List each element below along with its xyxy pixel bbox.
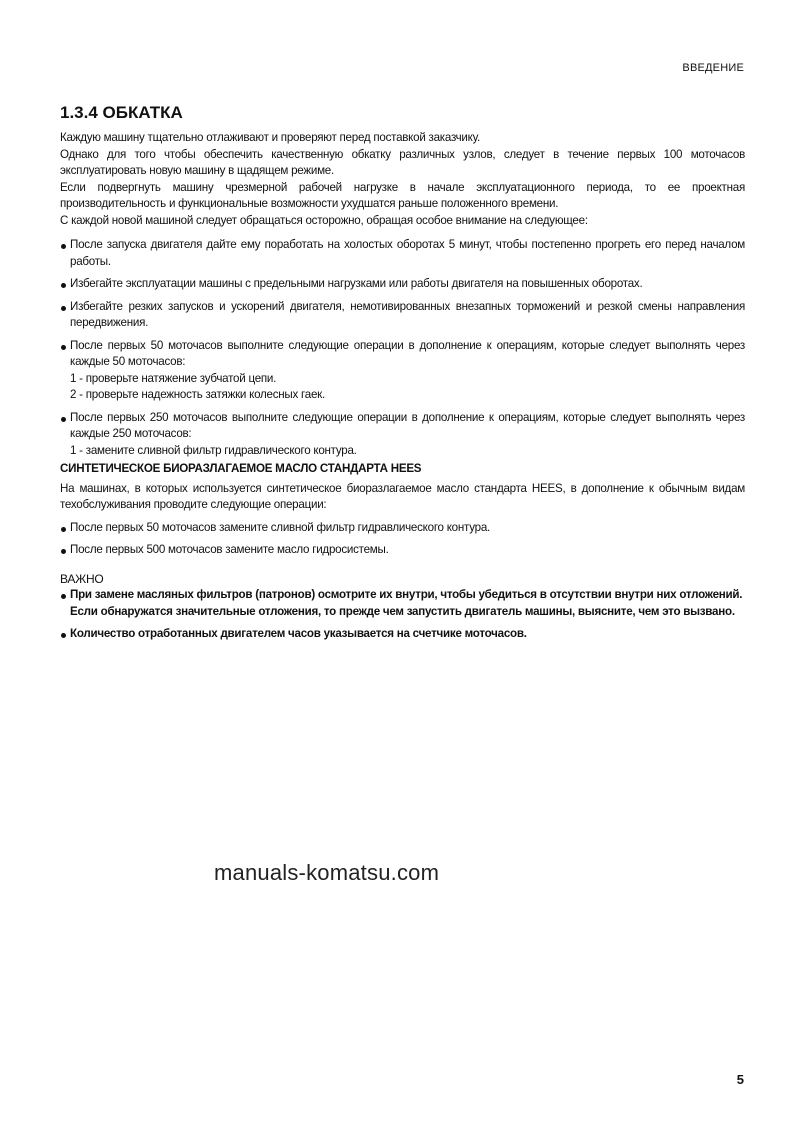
page-content — [60, 102, 745, 643]
running-header: ВВЕДЕНИЕ — [682, 62, 744, 74]
list-item — [60, 410, 745, 460]
running-in-list — [60, 237, 745, 459]
list-item: Количество отработанных двигателем часов указывается на счетчике моточасов. — [60, 626, 745, 643]
intro-paragraph: Каждую машину тщательно отлаживают и проверяют перед поставкой заказчику. — [60, 131, 480, 144]
list-item-text: После первых 50 моточасов выполните следующие операции в дополнение к операциям, которые следует выполнять через каждые 50 моточасов: — [70, 338, 745, 368]
hees-list — [60, 520, 745, 559]
list-item — [60, 587, 745, 620]
important-list — [60, 587, 745, 643]
list-item-text: После запуска двигателя дайте ему поработать на холостых оборотах 5 минут, чтобы постепенно прогреть его перед началом работы. — [70, 238, 745, 268]
list-item-text: Избегайте резких запусков и ускорений двигателя, немотивированных внезапных торможений и резкой смены направления передвижения. — [70, 299, 745, 329]
hees-heading: СИНТЕТИЧЕСКОЕ БИОРАЗЛАГАЕМОЕ МАСЛО СТАНДАРТА HEES — [60, 462, 422, 475]
intro-paragraph: С каждой новой машиной следует обращаться осторожно, обращая особое внимание на следующее: — [60, 213, 588, 227]
intro-paragraph: Если подвергнуть машину чрезмерной рабочей нагрузке в начале эксплуатационного периода, то ее проектная производительность и функциональные возможности ухудшатся раньше положенного времени. — [60, 180, 745, 210]
list-item — [60, 299, 745, 332]
page-number: 5 — [736, 1072, 744, 1087]
sub-step: 2 - проверьте надежность затяжки колесных гаек. — [70, 388, 325, 401]
list-item-text: После первых 250 моточасов выполните следующие операции в дополнение к операциям, которые следует выполнять через каждые 250 моточасов: — [70, 410, 745, 440]
intro-paragraph: Однако для того чтобы обеспечить качественную обкатку различных узлов, следует в течение первых 100 моточасов эксплуатировать новую машину в щадящем режиме. — [60, 147, 745, 177]
important-label: ВАЖНО — [60, 571, 104, 586]
list-item — [60, 237, 745, 270]
list-item — [60, 276, 745, 293]
sub-step: 1 - проверьте натяжение зубчатой цепи. — [70, 371, 277, 385]
list-item-text: Избегайте эксплуатации машины с предельными нагрузками или работы двигателя на повышенных оборотах. — [70, 277, 643, 290]
list-item: После первых 500 моточасов замените масло гидросистемы. — [60, 542, 745, 559]
list-item — [60, 338, 745, 404]
section-title: 1.3.4 ОБКАТКА — [60, 103, 183, 122]
watermark: manuals-komatsu.com — [214, 860, 440, 885]
sub-step: 1 - замените сливной фильтр гидравлического контура. — [70, 443, 357, 457]
list-item-extra: Если обнаружатся значительные отложения, то прежде чем запустить двигатель машины, выясните, чем это вызвано. — [70, 604, 735, 618]
list-item: После первых 50 моточасов замените сливной фильтр гидравлического контура. — [60, 520, 745, 537]
list-item-text: При замене масляных фильтров (патронов) осмотрите их внутри, чтобы убедиться в отсутствии внутри них отложений. — [70, 588, 743, 601]
hees-paragraph: На машинах, в которых используется синтетическое биоразлагаемое масло стандарта HEES, в дополнение к обычным видам техобслуживания проводите следующие операции: — [60, 481, 745, 511]
